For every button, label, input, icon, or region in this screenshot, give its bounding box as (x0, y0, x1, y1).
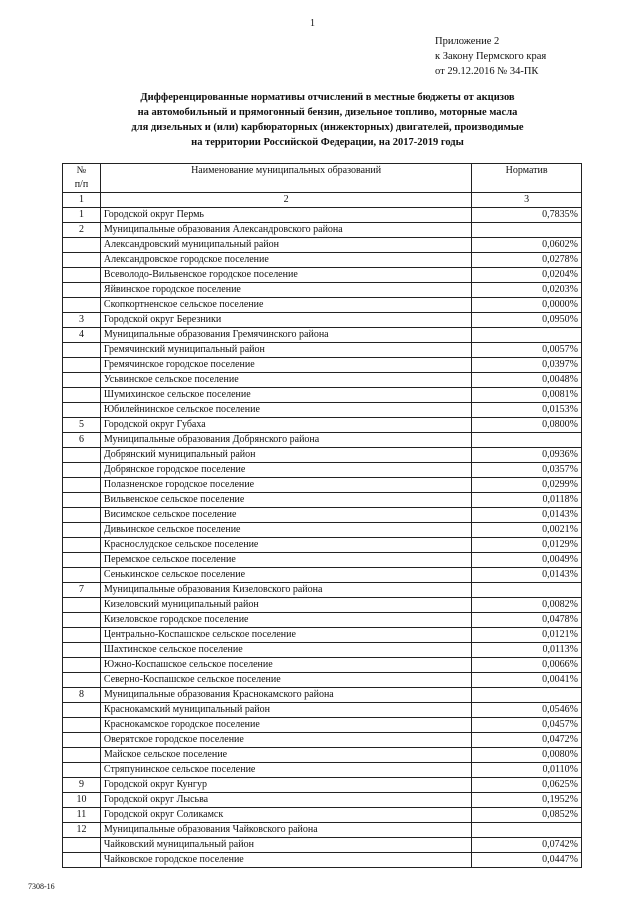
row-value (472, 688, 582, 703)
page-number: 1 (310, 18, 315, 29)
row-number: 5 (63, 418, 101, 433)
row-name: Центрально-Коспашское сельское поселение (100, 628, 471, 643)
row-number (63, 673, 101, 688)
row-number: 10 (63, 793, 101, 808)
row-value: 0,0021% (472, 523, 582, 538)
table-row (63, 823, 582, 838)
row-name: Добрянское городское поселение (100, 463, 471, 478)
table-row (63, 223, 582, 238)
table-row (63, 298, 582, 313)
row-name: Кизеловский муниципальный район (100, 598, 471, 613)
row-value: 0,0080% (472, 748, 582, 763)
row-number (63, 268, 101, 283)
row-name: Городской округ Пермь (100, 208, 471, 223)
table-row (63, 343, 582, 358)
row-number (63, 298, 101, 313)
table-row (63, 358, 582, 373)
row-name: Краснослудское сельское поселение (100, 538, 471, 553)
row-number: 6 (63, 433, 101, 448)
row-value: 0,0800% (472, 418, 582, 433)
table-row (63, 328, 582, 343)
table-row (63, 703, 582, 718)
header-number (63, 164, 101, 193)
table-index-row (63, 193, 582, 208)
row-number (63, 358, 101, 373)
row-number: 4 (63, 328, 101, 343)
table-row (63, 253, 582, 268)
row-value: 0,0082% (472, 598, 582, 613)
row-value: 0,0950% (472, 313, 582, 328)
table-row (63, 448, 582, 463)
table-row (63, 268, 582, 283)
table-row (63, 718, 582, 733)
table-row (63, 598, 582, 613)
index-cell: 3 (472, 193, 582, 208)
row-value: 0,0204% (472, 268, 582, 283)
row-number (63, 628, 101, 643)
row-number (63, 718, 101, 733)
index-cell: 2 (100, 193, 471, 208)
row-name: Муниципальные образования Чайковского района (100, 823, 471, 838)
row-value: 0,0742% (472, 838, 582, 853)
header-value: Норматив (472, 164, 582, 193)
row-number: 7 (63, 583, 101, 598)
title-line: на территории Российской Федерации, на 2017-2019 годы (191, 137, 464, 148)
table-row (63, 313, 582, 328)
row-value: 0,0110% (472, 763, 582, 778)
row-value: 0,0457% (472, 718, 582, 733)
row-number (63, 493, 101, 508)
row-number (63, 553, 101, 568)
row-number: 3 (63, 313, 101, 328)
table-row (63, 583, 582, 598)
row-value: 0,0299% (472, 478, 582, 493)
row-name: Сенькинское сельское поселение (100, 568, 471, 583)
row-name: Чайковское городское поселение (100, 853, 471, 868)
row-value: 0,0143% (472, 508, 582, 523)
table-row (63, 748, 582, 763)
table-row (63, 538, 582, 553)
row-value (472, 433, 582, 448)
row-number (63, 598, 101, 613)
table-row (63, 478, 582, 493)
table-row (63, 568, 582, 583)
row-name: Муниципальные образования Гремячинского района (100, 328, 471, 343)
table-row (63, 733, 582, 748)
table-row (63, 763, 582, 778)
table-row (63, 208, 582, 223)
row-name: Городской округ Лысьва (100, 793, 471, 808)
row-number (63, 238, 101, 253)
table-row (63, 613, 582, 628)
row-number (63, 568, 101, 583)
title-line: Дифференцированные нормативы отчислений в местные бюджеты от акцизов (140, 92, 515, 103)
row-name: Усьвинское сельское поселение (100, 373, 471, 388)
row-number: 12 (63, 823, 101, 838)
footer-code: 7308-16 (28, 882, 55, 891)
row-name: Скопкортненское сельское поселение (100, 298, 471, 313)
header-name: Наименование муниципальных образований (100, 164, 471, 193)
row-name: Чайковский муниципальный район (100, 838, 471, 853)
row-name: Краснокамский муниципальный район (100, 703, 471, 718)
row-value: 0,0472% (472, 733, 582, 748)
row-value: 0,0129% (472, 538, 582, 553)
table-body (63, 208, 582, 868)
appendix-reference (435, 34, 546, 79)
row-name: Краснокамское городское поселение (100, 718, 471, 733)
row-value: 0,0397% (472, 358, 582, 373)
table-row (63, 838, 582, 853)
row-value: 0,0081% (472, 388, 582, 403)
row-number (63, 373, 101, 388)
row-name: Городской округ Губаха (100, 418, 471, 433)
row-name: Стряпунинское сельское поселение (100, 763, 471, 778)
row-number (63, 253, 101, 268)
table-row (63, 658, 582, 673)
row-number (63, 538, 101, 553)
row-value (472, 583, 582, 598)
table-row (63, 778, 582, 793)
row-number (63, 388, 101, 403)
row-name: Вильвенское сельское поселение (100, 493, 471, 508)
document-title (60, 90, 595, 150)
row-name: Оверятское городское поселение (100, 733, 471, 748)
row-number (63, 838, 101, 853)
table-row (63, 793, 582, 808)
row-name: Полазненское городское поселение (100, 478, 471, 493)
table-row (63, 688, 582, 703)
row-value: 0,0602% (472, 238, 582, 253)
title-line: на автомобильный и прямогонный бензин, дизельное топливо, моторные масла (137, 107, 518, 118)
table-row (63, 853, 582, 868)
row-name: Юбилейнинское сельское поселение (100, 403, 471, 418)
row-value: 0,0057% (472, 343, 582, 358)
header-number-sign: № (76, 165, 87, 176)
table-row (63, 508, 582, 523)
row-name: Северно-Коспашское сельское поселение (100, 673, 471, 688)
row-name: Кизеловское городское поселение (100, 613, 471, 628)
row-number (63, 463, 101, 478)
row-name: Яйвинское городское поселение (100, 283, 471, 298)
table-row (63, 553, 582, 568)
row-number (63, 853, 101, 868)
row-value: 0,0278% (472, 253, 582, 268)
row-value: 0,0447% (472, 853, 582, 868)
row-number: 9 (63, 778, 101, 793)
row-name: Гремячинское городское поселение (100, 358, 471, 373)
row-number (63, 643, 101, 658)
row-number (63, 508, 101, 523)
row-value: 0,0118% (472, 493, 582, 508)
row-value: 0,0049% (472, 553, 582, 568)
row-number (63, 733, 101, 748)
row-name: Всеволодо-Вильвенское городское поселение (100, 268, 471, 283)
row-name: Висимское сельское поселение (100, 508, 471, 523)
row-number: 1 (63, 208, 101, 223)
row-name: Дивьинское сельское поселение (100, 523, 471, 538)
row-value: 0,0143% (472, 568, 582, 583)
table-row (63, 433, 582, 448)
table-row (63, 673, 582, 688)
row-value: 0,0153% (472, 403, 582, 418)
row-value: 0,0113% (472, 643, 582, 658)
row-name: Городской округ Березники (100, 313, 471, 328)
row-value: 0,0066% (472, 658, 582, 673)
row-name: Александровский муниципальный район (100, 238, 471, 253)
table-row (63, 463, 582, 478)
table-row (63, 418, 582, 433)
row-number (63, 523, 101, 538)
row-name: Муниципальные образования Добрянского района (100, 433, 471, 448)
row-name: Майское сельское поселение (100, 748, 471, 763)
norms-table (62, 163, 582, 868)
row-value (472, 328, 582, 343)
row-number (63, 283, 101, 298)
row-name: Перемское сельское поселение (100, 553, 471, 568)
table-row (63, 808, 582, 823)
table-row (63, 403, 582, 418)
row-name: Южно-Коспашское сельское поселение (100, 658, 471, 673)
header-number-pp: п/п (74, 179, 89, 190)
row-number: 11 (63, 808, 101, 823)
row-number: 8 (63, 688, 101, 703)
row-number (63, 478, 101, 493)
row-name: Муниципальные образования Краснокамского района (100, 688, 471, 703)
row-number (63, 763, 101, 778)
row-value: 0,0478% (472, 613, 582, 628)
row-value: 0,0041% (472, 673, 582, 688)
table-row (63, 643, 582, 658)
table-row (63, 493, 582, 508)
row-number (63, 448, 101, 463)
table-row (63, 523, 582, 538)
row-value (472, 823, 582, 838)
index-cell: 1 (63, 193, 101, 208)
appendix-law-line: к Закону Пермского края (435, 51, 547, 62)
row-name: Муниципальные образования Кизеловского района (100, 583, 471, 598)
row-number (63, 748, 101, 763)
row-value: 0,0852% (472, 808, 582, 823)
row-value: 0,0203% (472, 283, 582, 298)
row-value: 0,0625% (472, 778, 582, 793)
table-row (63, 388, 582, 403)
row-name: Шахтинское сельское поселение (100, 643, 471, 658)
row-number: 2 (63, 223, 101, 238)
row-number (63, 403, 101, 418)
row-number (63, 343, 101, 358)
row-value: 0,0000% (472, 298, 582, 313)
row-name: Александровское городское поселение (100, 253, 471, 268)
row-number (63, 613, 101, 628)
row-value: 0,0357% (472, 463, 582, 478)
row-name: Гремячинский муниципальный район (100, 343, 471, 358)
row-name: Городской округ Кунгур (100, 778, 471, 793)
table-header-row (63, 164, 582, 193)
row-value (472, 223, 582, 238)
row-name: Добрянский муниципальный район (100, 448, 471, 463)
row-name: Городской округ Соликамск (100, 808, 471, 823)
table-row (63, 628, 582, 643)
row-name: Шумихинское сельское поселение (100, 388, 471, 403)
table-row (63, 373, 582, 388)
row-value: 0,0936% (472, 448, 582, 463)
row-number (63, 703, 101, 718)
row-value: 0,1952% (472, 793, 582, 808)
row-name: Муниципальные образования Александровского района (100, 223, 471, 238)
row-value: 0,0121% (472, 628, 582, 643)
appendix-line: Приложение 2 (435, 36, 500, 47)
title-line: для дизельных и (или) карбюраторных (инжекторных) двигателей, производимые (131, 122, 524, 133)
table-row (63, 238, 582, 253)
row-value: 0,7835% (472, 208, 582, 223)
appendix-date-line: от 29.12.2016 № 34-ПК (435, 66, 539, 77)
table-row (63, 283, 582, 298)
row-number (63, 658, 101, 673)
row-value: 0,0048% (472, 373, 582, 388)
row-value: 0,0546% (472, 703, 582, 718)
